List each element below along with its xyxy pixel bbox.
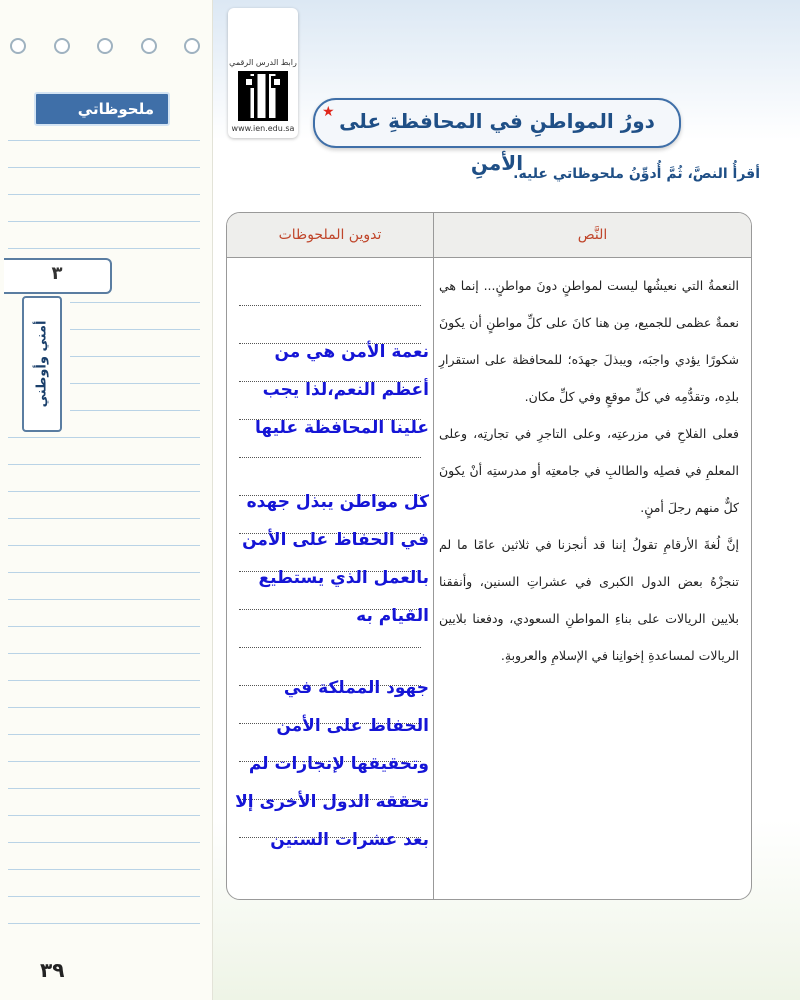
spiral-ring bbox=[54, 38, 70, 54]
passage-text bbox=[439, 267, 739, 674]
spiral-ring bbox=[97, 38, 113, 54]
ruled-line bbox=[8, 734, 200, 735]
ruled-line bbox=[8, 140, 200, 141]
ruled-line bbox=[8, 545, 200, 546]
ruled-line bbox=[8, 248, 200, 249]
ruled-line bbox=[8, 194, 200, 195]
lesson-title: دورُ المواطنِ في المحافظةِ على الأمنِ bbox=[313, 98, 681, 148]
ruled-line bbox=[8, 599, 200, 600]
spiral-ring bbox=[184, 38, 200, 54]
unit-tab bbox=[22, 296, 62, 432]
passage-paragraph: فعلى الفلاحِ في مزرعتِه، وعلى التاجرِ في تجارتِه، وعلى المعلمِ في فصلِه والطالبِ في جامعتِه أو مدرستِه أنْ يكونَ كلٌّ منهم رجلَ أمنٍ. bbox=[439, 426, 739, 515]
page-number: ٣٩ bbox=[40, 958, 65, 982]
ruled-line bbox=[8, 221, 200, 222]
ruled-line bbox=[8, 842, 200, 843]
ruled-line bbox=[70, 356, 200, 357]
ruled-line bbox=[8, 761, 200, 762]
ruled-line bbox=[8, 869, 200, 870]
ruled-line bbox=[8, 923, 200, 924]
unit-number: ٣ bbox=[4, 258, 112, 294]
ruled-line bbox=[8, 572, 200, 573]
ruled-line bbox=[8, 653, 200, 654]
qr-label: رابط الدرس الرقمي bbox=[229, 58, 297, 67]
passage-paragraph: النعمةُ التي نعيشُها ليست لمواطنٍ دونَ مواطنٍ... إنما هي نعمةٌ عظمى للجميع، مِن هنا كانَ على كلِّ مواطنٍ أن يكونَ شكورًا يؤدي واجبَه، ويبذلَ جهدَه؛ للمحافظة على استقرارِ بلدِه، وتقدُّمِه في كلِّ موقعٍ وفي كلِّ مكان. bbox=[439, 278, 739, 404]
ruled-line bbox=[8, 680, 200, 681]
dotted-line bbox=[239, 647, 421, 648]
notes-sidebar bbox=[0, 0, 213, 1000]
ruled-line bbox=[8, 788, 200, 789]
ruled-line bbox=[8, 815, 200, 816]
unit-name: أمني وأوطني bbox=[34, 320, 50, 408]
qr-url[interactable]: www.ien.edu.sa bbox=[231, 124, 295, 133]
ruled-line bbox=[8, 491, 200, 492]
spiral-ring bbox=[141, 38, 157, 54]
ruled-line bbox=[8, 464, 200, 465]
passage-paragraph: إنَّ لُغةَ الأرقامِ تقولُ إننا قد أنجزنا في ثلاثين عامًا ما لم تنجزْهُ بعض الدول الكبرى في عشراتِ السنين، وأنفقنا بلايين الريالات على بناءِ المواطنِ السعودي، ودفعنا بلايين الريالات لمساعدةِ إخوانِنا في الإسلامِ والعروبةِ. bbox=[439, 537, 739, 663]
handwritten-note[interactable]: كل مواطن يبذل جهده في الحفاظ على الأمن بالعمل الذي يستطيع القيام به bbox=[242, 492, 429, 626]
instruction-text: أقرأُ النصَّ، ثُمَّ أُدوِّنُ ملحوظاتي عليه. bbox=[513, 166, 760, 182]
qr-code-icon[interactable] bbox=[238, 71, 288, 121]
ruled-line bbox=[70, 410, 200, 411]
ruled-line bbox=[8, 626, 200, 627]
spiral-binding bbox=[10, 38, 200, 54]
notes-column bbox=[227, 257, 433, 899]
dotted-line bbox=[239, 305, 421, 306]
ruled-line bbox=[70, 383, 200, 384]
digital-lesson-card[interactable] bbox=[228, 8, 298, 138]
text-column-header: النَّص bbox=[434, 213, 751, 258]
spiral-ring bbox=[10, 38, 26, 54]
column-divider bbox=[433, 213, 434, 899]
ruled-line bbox=[8, 707, 200, 708]
ruled-line bbox=[8, 518, 200, 519]
ruled-line bbox=[8, 896, 200, 897]
star-icon: ★ bbox=[322, 104, 335, 120]
dotted-line bbox=[239, 457, 421, 458]
ruled-line bbox=[8, 437, 200, 438]
ruled-line bbox=[70, 302, 200, 303]
ruled-line bbox=[8, 167, 200, 168]
notes-title: ملحوظاتي bbox=[34, 92, 170, 126]
handwritten-note[interactable]: نعمة الأمن هي من أعظم النعم،لذا يجب علينا المحافظة عليها bbox=[255, 342, 429, 438]
reading-notes-table bbox=[226, 212, 752, 900]
ruled-line bbox=[70, 329, 200, 330]
handwritten-note[interactable]: جهود المملكة في الحفاظ على الأمن وتحقيقها لإنجازات لم تحققه الدول الأخرى إلا بعد عشرات السنين bbox=[235, 678, 429, 850]
notes-column-header: تدوين الملحوظات bbox=[227, 213, 433, 258]
